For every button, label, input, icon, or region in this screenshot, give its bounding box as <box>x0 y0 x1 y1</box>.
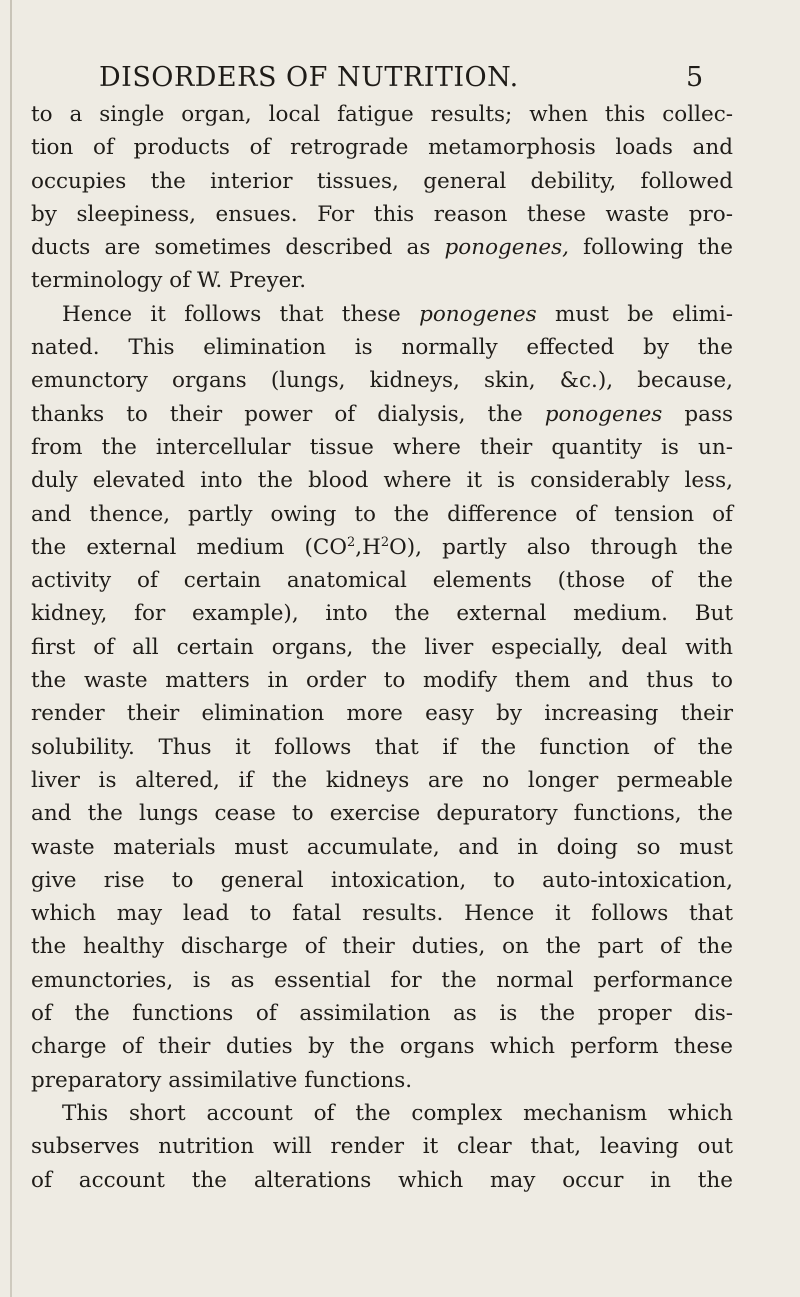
text-line: ducts are sometimes described as ponogenes, following the <box>31 235 733 261</box>
body-text <box>31 98 733 1197</box>
text-line: waste materials must accumulate, and in doing so must <box>31 834 733 860</box>
text-line: first of all certain organs, the liver especially, deal with <box>31 634 733 660</box>
text-line: subserves nutrition will render it clear that, leaving out <box>31 1134 733 1160</box>
text-line: which may lead to fatal results. Hence it follows that <box>31 901 733 927</box>
text-line: and the lungs cease to exercise depuratory functions, the <box>31 801 733 827</box>
text-line: to a single organ, local fatigue results; when this collec- <box>31 102 733 127</box>
text-line: activity of certain anatomical elements (those of the <box>31 568 733 594</box>
text-line: of the functions of assimilation as is the proper dis- <box>31 1001 733 1027</box>
text-line: tion of products of retrograde metamorphosis loads and <box>31 135 733 161</box>
text-line: terminology of W. Preyer. <box>31 268 307 294</box>
text-line: render their elimination more easy by increasing their <box>31 701 733 727</box>
page-number: 5 <box>686 62 704 93</box>
italic-term: ponogenes, <box>444 235 569 261</box>
text-line: solubility. Thus it follows that if the function of the <box>31 734 733 760</box>
text-line: by sleepiness, ensues. For this reason these waste pro- <box>31 201 733 227</box>
running-head <box>99 58 733 98</box>
text-line: Hence it follows that these ponogenes must be elimi- <box>62 301 733 327</box>
superscript: 2 <box>380 534 390 550</box>
text-line: and thence, partly owing to the difference of tension of <box>31 501 733 527</box>
text-line: of account the alterations which may occur in the <box>31 1167 733 1193</box>
text-line: liver is altered, if the kidneys are no longer permeable <box>31 767 733 793</box>
page-gutter-edge <box>10 0 12 1297</box>
running-title: DISORDERS OF NUTRITION. <box>99 62 519 93</box>
text-line: duly elevated into the blood where it is considerably less, <box>31 468 733 494</box>
text-line: from the intercellular tissue where their quantity is un- <box>31 434 733 460</box>
italic-term: ponogenes <box>419 301 537 327</box>
text-line: charge of their duties by the organs which perform these <box>31 1034 733 1060</box>
text-line: occupies the interior tissues, general debility, followed <box>31 168 733 194</box>
italic-term: ponogenes <box>544 401 663 427</box>
text-line: the healthy discharge of their duties, on the part of the <box>31 934 733 960</box>
text-line: the waste matters in order to modify them and thus to <box>31 668 733 694</box>
text-line: This short account of the complex mechanism which <box>62 1100 733 1126</box>
text-line: the external medium $(CO^2,H^2O)$, partly also through the <box>31 534 733 560</box>
text-line: emunctories, is as essential for the normal performance <box>31 967 733 993</box>
text-line: give rise to general intoxication, to auto-intoxication, <box>31 867 733 893</box>
book-page <box>31 58 733 1197</box>
text-line: nated. This elimination is normally effected by the <box>31 335 733 361</box>
text-line: emunctory organs (lungs, kidneys, skin, &c.), because, <box>31 368 733 394</box>
superscript: 2 <box>347 534 356 550</box>
text-line: thanks to their power of dialysis, the ponogenes pass <box>31 401 734 427</box>
text-line: preparatory assimilative functions. <box>31 1067 413 1093</box>
text-line: kidney, for example), into the external medium. But <box>31 601 733 627</box>
